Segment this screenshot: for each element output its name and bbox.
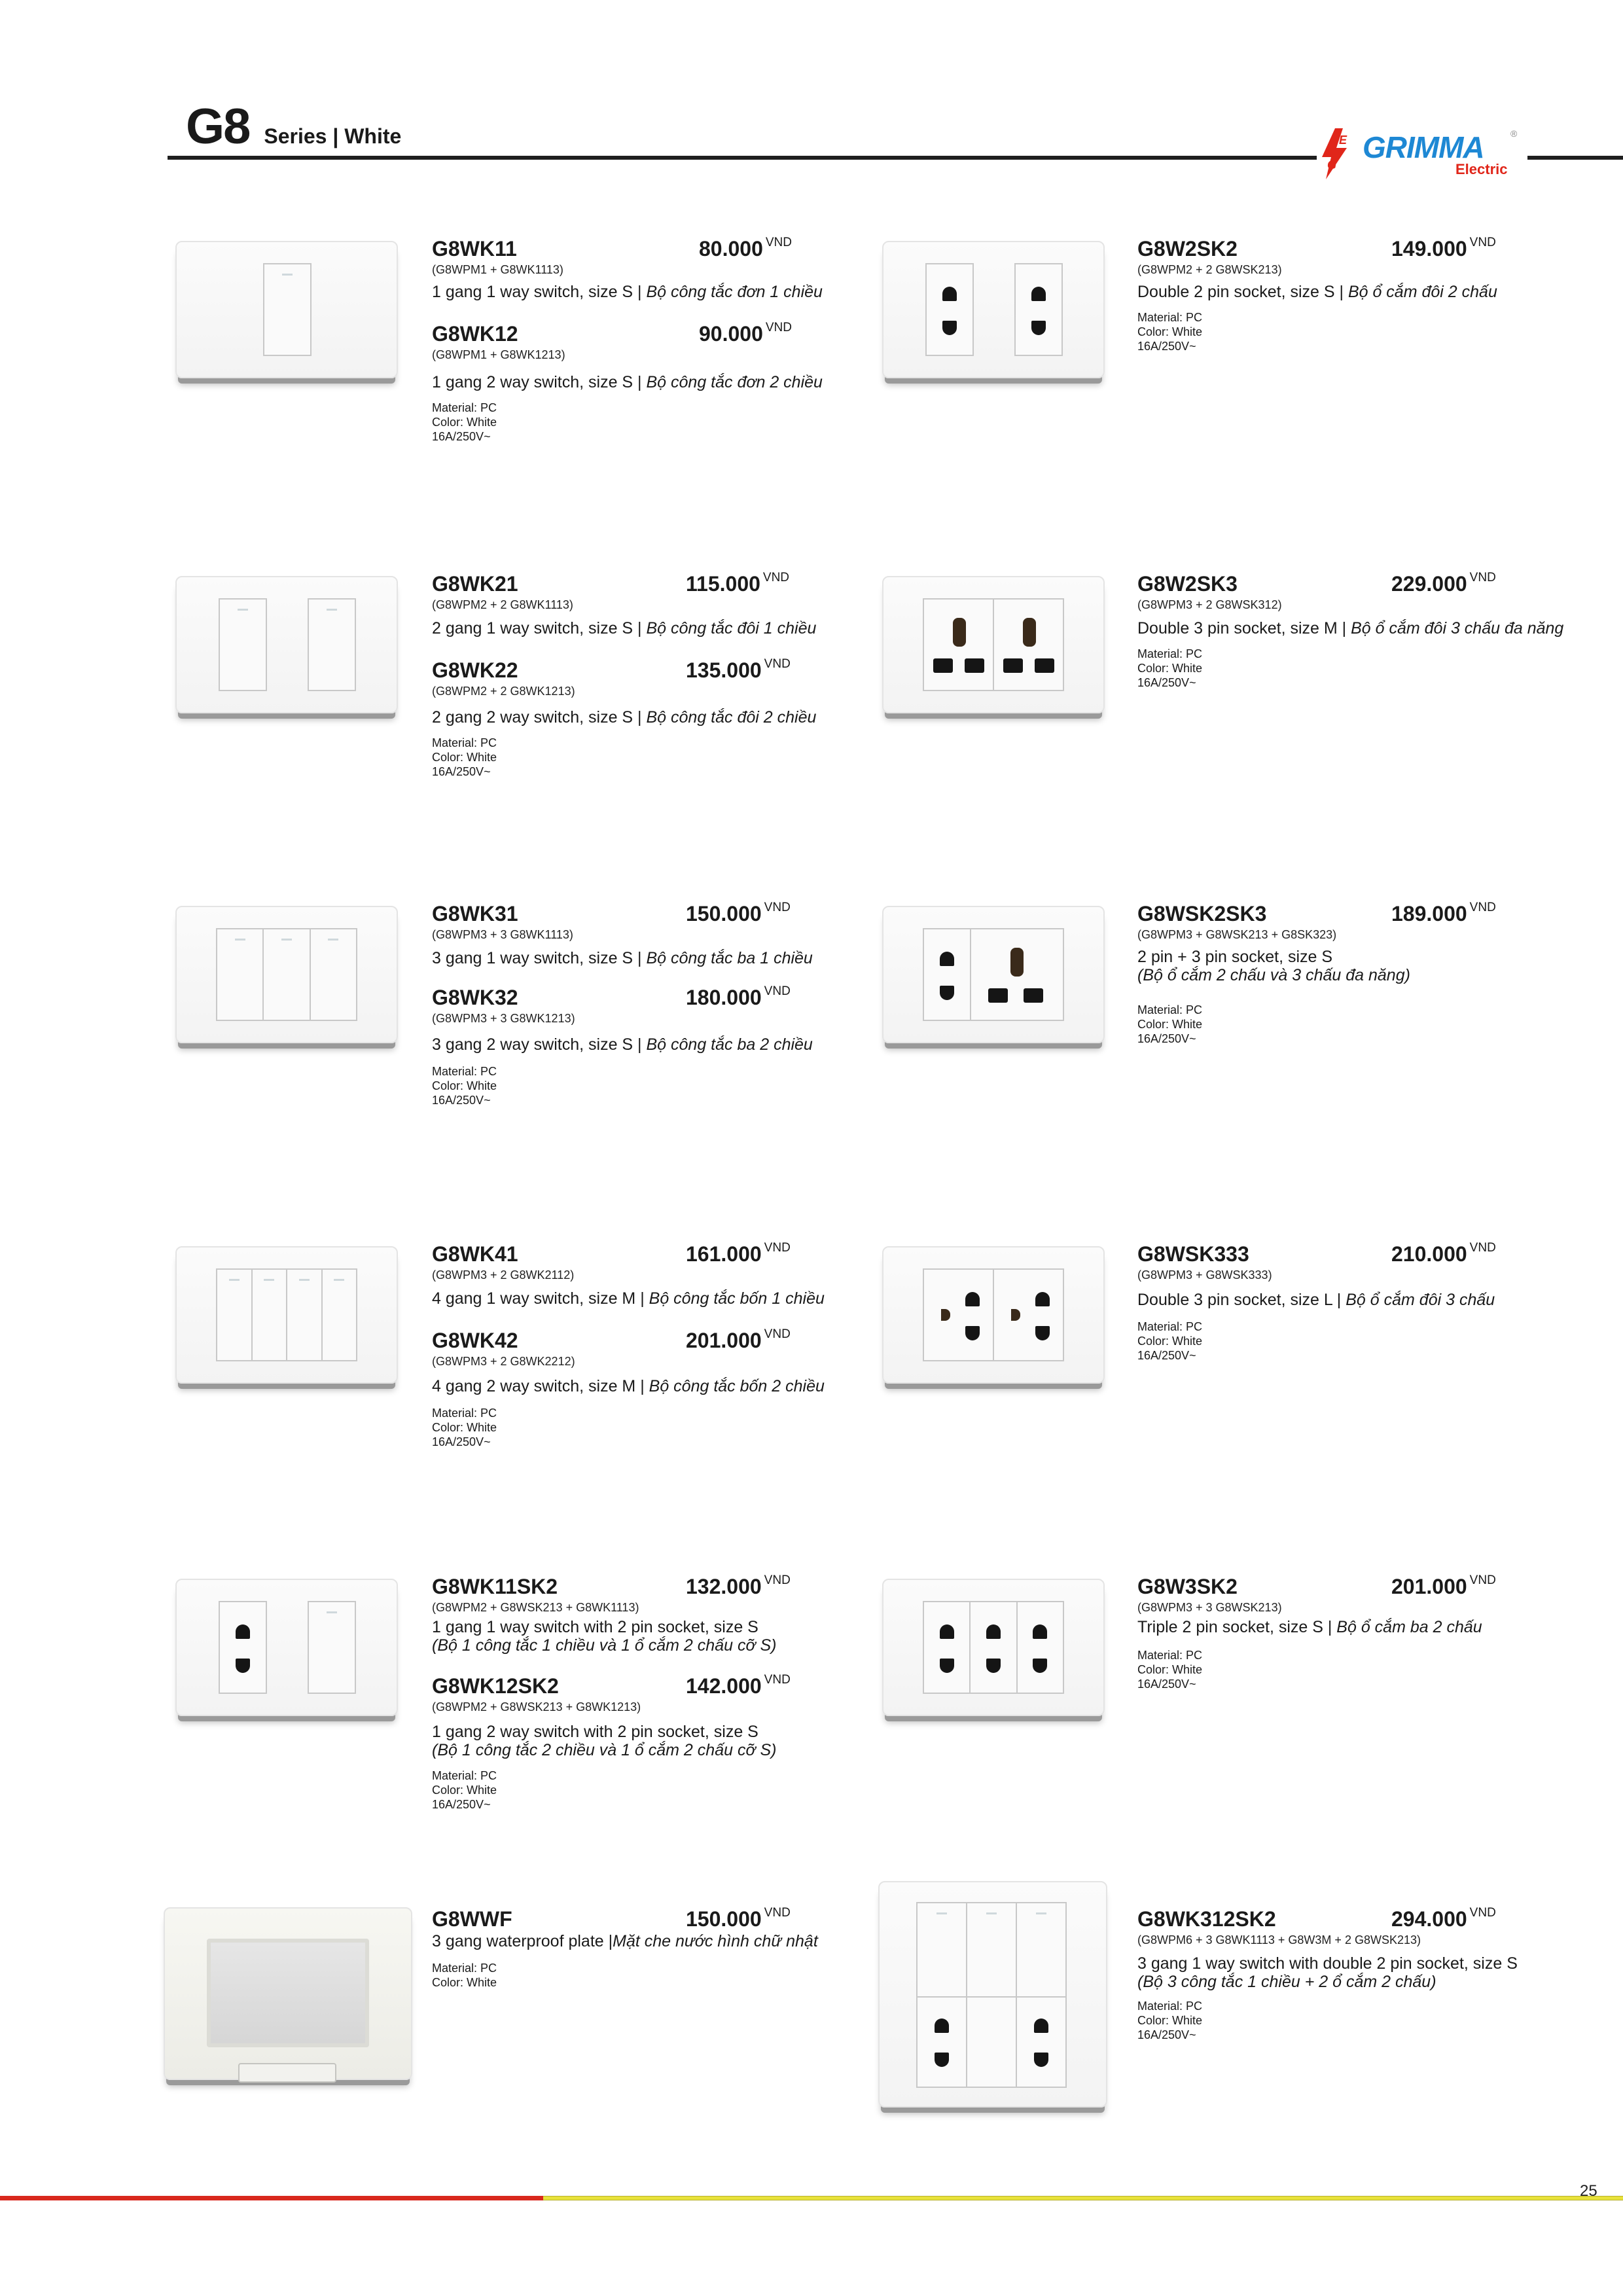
product-parts: (G8WPM2 + 2 G8WK1113) [432, 598, 573, 611]
product-price: 201.000 $^{VND}$ [686, 1327, 791, 1352]
product-parts: (G8WPM6 + 3 G8WK1113 + G8W3M + 2 G8WSK213) [1137, 1933, 1421, 1946]
product-image-waterproof-plate [164, 1907, 412, 2080]
product-specs: Material: PC Color: White [432, 1962, 497, 1989]
product-code: G8WK12SK2 [432, 1674, 559, 1698]
product-description: 3 gang 2 way switch, size S | Bộ công tắc ba 2 chiều [432, 1035, 813, 1054]
product-parts: (G8WPM3 + G8WSK333) [1137, 1268, 1272, 1282]
product-specs: Material: PC Color: White 16A/250V~ [1137, 1649, 1203, 1691]
product-image-double-3pin-socket-l [882, 1246, 1105, 1384]
page-number: 25 [1580, 2182, 1597, 2200]
product-description: Double 3 pin socket, size M | Bộ ổ cắm đôi 3 chấu đa năng [1137, 619, 1564, 637]
product-parts: (G8WPM3 + 2 G8WSK312) [1137, 598, 1282, 611]
product-price: 149.000 $^{VND}$ [1391, 236, 1496, 260]
product-code: G8W2SK3 [1137, 572, 1238, 596]
product-image-3gang-switch [175, 906, 398, 1043]
product-price: 90.000 $^{VND}$ [699, 321, 792, 346]
cover-latch [238, 2063, 336, 2083]
product-price: 180.000 $^{VND}$ [686, 984, 791, 1009]
product-price: 142.000 $^{VND}$ [686, 1673, 791, 1698]
product-specs: Material: PC Color: White 16A/250V~ [1137, 647, 1203, 689]
product-parts: (G8WPM2 + 2 G8WSK213) [1137, 263, 1282, 276]
product-code: G8WK41 [432, 1242, 518, 1266]
product-price: 115.000 $^{VND}$ [686, 571, 790, 596]
brand-logo [1321, 128, 1525, 181]
header-rule [168, 156, 1317, 160]
product-description: 1 gang 1 way switch with 2 pin socket, size S (Bộ 1 công tắc 1 chiều và 1 ổ cắm 2 chấu cỡ S) [432, 1618, 777, 1655]
product-parts: (G8WPM1 + G8WK1213) [432, 348, 565, 361]
registered-mark: ® [1510, 128, 1518, 139]
product-parts: (G8WPM2 + G8WSK213 + G8WK1113) [432, 1601, 639, 1614]
lightning-logo-icon [1321, 128, 1360, 179]
product-description: Double 3 pin socket, size L | Bộ ổ cắm đôi 3 chấu [1137, 1291, 1495, 1309]
product-specs: Material: PC Color: White 16A/250V~ [432, 736, 497, 778]
product-parts: (G8WPM3 + 2 G8WK2212) [432, 1355, 575, 1368]
product-code: G8WK11 [432, 237, 517, 260]
product-image-2gang-switch [175, 576, 398, 713]
product-code: G8WK22 [432, 658, 518, 682]
product-specs: Material: PC Color: White 16A/250V~ [1137, 311, 1203, 353]
svg-text:G: G [1327, 158, 1337, 171]
product-parts: (G8WPM2 + G8WSK213 + G8WK1213) [432, 1700, 641, 1713]
product-price: 80.000 $^{VND}$ [699, 236, 792, 260]
product-specs: Material: PC Color: White 16A/250V~ [1137, 2000, 1203, 2041]
rocker-switch [264, 264, 310, 355]
product-price: 189.000 $^{VND}$ [1391, 901, 1496, 925]
transparent-cover [207, 1939, 369, 2047]
product-image-double-2pin-socket [882, 241, 1105, 378]
product-description: Triple 2 pin socket, size S | Bộ ổ cắm ba 2 chấu [1137, 1618, 1482, 1636]
page-header [0, 0, 1623, 196]
brand-name: GRIMMA [1363, 130, 1484, 164]
product-description: 1 gang 2 way switch with 2 pin socket, size S (Bộ 1 công tắc 2 chiều và 1 ổ cắm 2 chấu cỡ S) [432, 1723, 777, 1759]
product-image-switch-socket-combo [878, 1881, 1107, 2108]
product-price: 135.000 $^{VND}$ [686, 657, 791, 682]
product-specs: Material: PC Color: White 16A/250V~ [432, 1407, 497, 1448]
product-specs: Material: PC Color: White 16A/250V~ [1137, 1320, 1203, 1362]
product-image-triple-2pin-socket [882, 1579, 1105, 1716]
product-price: 210.000 $^{VND}$ [1391, 1241, 1496, 1266]
product-code: G8WSK2SK3 [1137, 902, 1267, 925]
product-parts: (G8WPM3 + G8WSK213 + G8SK323) [1137, 928, 1337, 941]
product-specs: Material: PC Color: White 16A/250V~ [432, 1065, 497, 1107]
header-rule-right [1527, 156, 1623, 160]
product-image-double-3pin-socket [882, 576, 1105, 713]
product-parts: (G8WPM3 + 3 G8WSK213) [1137, 1601, 1282, 1614]
product-image-switch-with-socket [175, 1579, 398, 1716]
product-code: G8W3SK2 [1137, 1575, 1238, 1598]
product-parts: (G8WPM3 + 3 G8WK1113) [432, 928, 573, 941]
product-code: G8WK32 [432, 986, 518, 1009]
product-image-1gang-switch [175, 241, 398, 378]
product-code: G8WK21 [432, 572, 518, 596]
product-code: G8WK42 [432, 1329, 518, 1352]
product-code: G8WWF [432, 1907, 512, 1931]
product-price: 150.000 $^{VND}$ [686, 1906, 791, 1931]
footer-rule-red [0, 2196, 543, 2200]
product-image-2pin-3pin-socket [882, 906, 1105, 1043]
product-price: 294.000 $^{VND}$ [1391, 1906, 1496, 1931]
product-price: 161.000 $^{VND}$ [686, 1241, 791, 1266]
svg-text:E: E [1339, 134, 1347, 147]
brand-sub: Electric [1455, 161, 1508, 177]
product-price: 132.000 $^{VND}$ [686, 1573, 791, 1598]
product-code: G8WK11SK2 [432, 1575, 558, 1598]
series-title [186, 98, 401, 155]
product-specs: Material: PC Color: White 16A/250V~ [1137, 1003, 1203, 1045]
product-code: G8WK31 [432, 902, 518, 925]
product-parts: (G8WPM3 + 3 G8WK1213) [432, 1012, 575, 1025]
product-specs: Material: PC Color: White 16A/250V~ [432, 401, 497, 443]
product-description: 3 gang waterproof plate |Mặt che nước hình chữ nhật [432, 1932, 818, 1950]
product-price: 201.000 $^{VND}$ [1391, 1573, 1496, 1598]
product-specs: Material: PC Color: White 16A/250V~ [432, 1769, 497, 1811]
product-description: 2 gang 1 way switch, size S | Bộ công tắc đôi 1 chiều [432, 619, 817, 637]
footer-rule-yellow [543, 2196, 1623, 2200]
product-description: 4 gang 1 way switch, size M | Bộ công tắc bốn 1 chiều [432, 1289, 825, 1308]
product-description: Double 2 pin socket, size S | Bộ ổ cắm đôi 2 chấu [1137, 283, 1497, 301]
product-code: G8WK12 [432, 322, 518, 346]
product-description: 1 gang 1 way switch, size S | Bộ công tắc đơn 1 chiều [432, 283, 823, 301]
product-description: 1 gang 2 way switch, size S | Bộ công tắc đơn 2 chiều [432, 373, 823, 391]
product-price: 150.000 $^{VND}$ [686, 901, 791, 925]
product-code: G8WSK333 [1137, 1242, 1249, 1266]
product-description: 2 pin + 3 pin socket, size S (Bộ ổ cắm 2 chấu và 3 chấu đa năng) [1137, 948, 1410, 984]
product-parts: (G8WPM1 + G8WK1113) [432, 263, 563, 276]
product-parts: (G8WPM3 + 2 G8WK2112) [432, 1268, 575, 1282]
product-image-4gang-switch [175, 1246, 398, 1384]
product-description: 4 gang 2 way switch, size M | Bộ công tắc bốn 2 chiều [432, 1377, 825, 1395]
series-label: Series | White [264, 124, 402, 148]
series-code: G8 [186, 99, 250, 154]
product-description: 3 gang 1 way switch, size S | Bộ công tắc ba 1 chiều [432, 949, 813, 967]
product-price: 229.000 $^{VND}$ [1391, 571, 1496, 596]
product-code: G8WK312SK2 [1137, 1907, 1276, 1931]
product-parts: (G8WPM2 + 2 G8WK1213) [432, 685, 575, 698]
product-code: G8W2SK2 [1137, 237, 1238, 260]
product-description: 3 gang 1 way switch with double 2 pin socket, size S (Bộ 3 công tắc 1 chiều + 2 ổ cắm 2 chấu) [1137, 1954, 1518, 1991]
product-description: 2 gang 2 way switch, size S | Bộ công tắc đôi 2 chiều [432, 708, 817, 726]
